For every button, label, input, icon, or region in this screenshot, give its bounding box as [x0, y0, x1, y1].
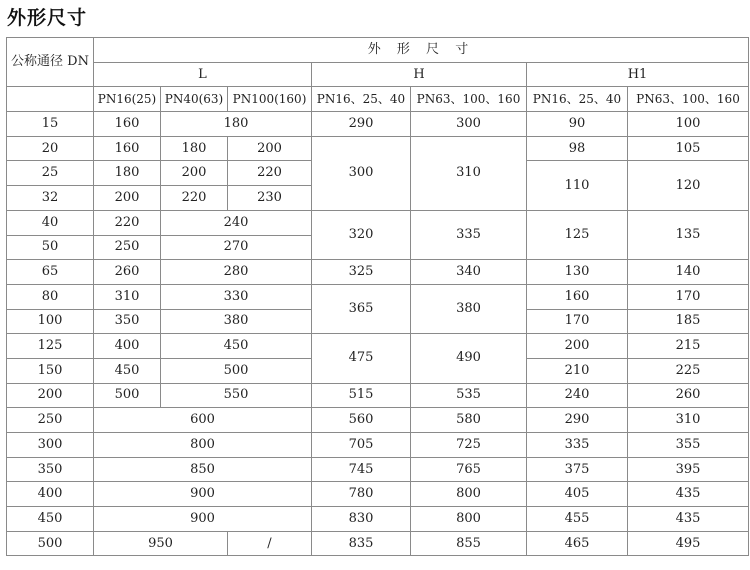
h1-pn63-cell: 135	[628, 210, 749, 259]
h1-pn63-cell: 140	[628, 260, 749, 285]
h-pn16-cell: 475	[312, 334, 411, 383]
h1-pn63-cell: 435	[628, 482, 749, 507]
h1-pn16-cell: 98	[527, 136, 628, 161]
h1-pn16-cell: 90	[527, 112, 628, 137]
h-pn16-header: PN16、25、40	[312, 87, 411, 112]
l-pn16-cell: 200	[94, 186, 161, 211]
h-pn63-cell: 765	[411, 457, 527, 482]
h1-pn16-cell: 290	[527, 408, 628, 433]
l-pn16-cell: 160	[94, 112, 161, 137]
h1-pn16-cell: 465	[527, 531, 628, 556]
dn-cell: 125	[7, 334, 94, 359]
h-pn16-cell: 705	[312, 433, 411, 458]
l-pn40-100-cell: 270	[161, 235, 312, 260]
l-pn16-cell: 250	[94, 235, 161, 260]
dn-cell: 400	[7, 482, 94, 507]
h-pn63-cell: 725	[411, 433, 527, 458]
table-row	[7, 284, 749, 309]
table-row	[7, 482, 749, 507]
table-row	[7, 136, 749, 161]
h1-pn63-cell: 310	[628, 408, 749, 433]
h1-pn63-cell: 395	[628, 457, 749, 482]
h-pn63-cell: 300	[411, 112, 527, 137]
h-pn16-cell: 320	[312, 210, 411, 259]
dimensions-table	[6, 37, 749, 556]
l-pn40-100-cell: 380	[161, 309, 312, 334]
h-pn63-cell: 800	[411, 507, 527, 532]
h1-pn63-cell: 105	[628, 136, 749, 161]
dn-cell: 250	[7, 408, 94, 433]
h1-header: H1	[527, 62, 749, 87]
dn-cell: 15	[7, 112, 94, 137]
l-pn40-100-cell: 450	[161, 334, 312, 359]
h-pn16-cell: 835	[312, 531, 411, 556]
h-pn63-cell: 340	[411, 260, 527, 285]
h1-pn16-cell: 405	[527, 482, 628, 507]
h-pn63-header: PN63、100、160	[411, 87, 527, 112]
h-pn63-cell: 535	[411, 383, 527, 408]
h1-pn63-cell: 435	[628, 507, 749, 532]
dn-cell: 200	[7, 383, 94, 408]
header-row-group	[7, 38, 749, 63]
l-pn100-cell: 230	[228, 186, 312, 211]
l-pn40-header: PN40(63)	[161, 87, 228, 112]
h1-pn16-cell: 455	[527, 507, 628, 532]
l-pn40-100-cell: 180	[161, 112, 312, 137]
l-pn40-cell: 180	[161, 136, 228, 161]
h1-pn63-cell: 495	[628, 531, 749, 556]
table-row	[7, 507, 749, 532]
l-pn16-cell: 260	[94, 260, 161, 285]
dn-cell: 65	[7, 260, 94, 285]
l-pn40-100-cell: 500	[161, 358, 312, 383]
l-pn40-100-cell: 550	[161, 383, 312, 408]
h1-pn16-cell: 240	[527, 383, 628, 408]
table-row	[7, 408, 749, 433]
l-pn100-cell: 220	[228, 161, 312, 186]
l-pn16-cell: 500	[94, 383, 161, 408]
h-pn16-cell: 365	[312, 284, 411, 333]
h1-pn16-cell: 170	[527, 309, 628, 334]
l-all-cell: 900	[94, 507, 312, 532]
table-row	[7, 433, 749, 458]
table-row	[7, 260, 749, 285]
l-pn16-40-cell: 950	[94, 531, 228, 556]
h-pn16-cell: 745	[312, 457, 411, 482]
h1-pn63-cell: 355	[628, 433, 749, 458]
table-row	[7, 531, 749, 556]
header-row-pressure	[7, 87, 749, 112]
h-pn63-cell: 310	[411, 136, 527, 210]
h1-pn16-cell: 210	[527, 358, 628, 383]
l-pn16-cell: 180	[94, 161, 161, 186]
l-pn16-cell: 400	[94, 334, 161, 359]
dn-cell: 300	[7, 433, 94, 458]
page-title: 外形尺寸	[7, 7, 88, 29]
l-all-cell: 850	[94, 457, 312, 482]
table-row	[7, 112, 749, 137]
dn-cell: 100	[7, 309, 94, 334]
dn-cell: 450	[7, 507, 94, 532]
dn-cell: 20	[7, 136, 94, 161]
h-pn63-cell: 335	[411, 210, 527, 259]
h-pn63-cell: 380	[411, 284, 527, 333]
h1-pn16-cell: 130	[527, 260, 628, 285]
table-row	[7, 334, 749, 359]
dn-cell: 40	[7, 210, 94, 235]
l-pn40-100-cell: 330	[161, 284, 312, 309]
l-pn100-header: PN100(160)	[228, 87, 312, 112]
l-pn40-cell: 220	[161, 186, 228, 211]
dn-cell: 350	[7, 457, 94, 482]
h-pn16-cell: 780	[312, 482, 411, 507]
table-row	[7, 383, 749, 408]
l-all-cell: 800	[94, 433, 312, 458]
h-pn16-cell: 515	[312, 383, 411, 408]
l-pn100-cell: /	[228, 531, 312, 556]
h-pn63-cell: 800	[411, 482, 527, 507]
h-pn16-cell: 830	[312, 507, 411, 532]
l-pn40-100-cell: 280	[161, 260, 312, 285]
l-pn16-cell: 220	[94, 210, 161, 235]
h1-pn16-cell: 375	[527, 457, 628, 482]
h1-pn16-header: PN16、25、40	[527, 87, 628, 112]
l-pn16-header: PN16(25)	[94, 87, 161, 112]
l-pn16-cell: 310	[94, 284, 161, 309]
h1-pn63-cell: 185	[628, 309, 749, 334]
h1-pn63-cell: 170	[628, 284, 749, 309]
dn-cell: 150	[7, 358, 94, 383]
h-pn16-cell: 560	[312, 408, 411, 433]
h1-pn16-cell: 125	[527, 210, 628, 259]
dn-cell: 50	[7, 235, 94, 260]
h-pn16-cell: 290	[312, 112, 411, 137]
table-row	[7, 210, 749, 235]
h1-pn16-cell: 335	[527, 433, 628, 458]
h1-pn63-cell: 225	[628, 358, 749, 383]
dn-header: 公称通径 DN	[7, 38, 94, 87]
h1-pn16-cell: 200	[527, 334, 628, 359]
l-pn16-cell: 450	[94, 358, 161, 383]
h1-pn16-cell: 110	[527, 161, 628, 210]
h1-pn16-cell: 160	[527, 284, 628, 309]
h1-pn63-header: PN63、100、160	[628, 87, 749, 112]
l-pn40-100-cell: 240	[161, 210, 312, 235]
dn-cell: 32	[7, 186, 94, 211]
dn-cell: 500	[7, 531, 94, 556]
h1-pn63-cell: 260	[628, 383, 749, 408]
h-pn16-cell: 325	[312, 260, 411, 285]
h-pn63-cell: 855	[411, 531, 527, 556]
h1-pn63-cell: 120	[628, 161, 749, 210]
l-pn40-cell: 200	[161, 161, 228, 186]
l-all-cell: 600	[94, 408, 312, 433]
header-row-columns	[7, 62, 749, 87]
table-row	[7, 457, 749, 482]
dn-cell: 80	[7, 284, 94, 309]
h-header: H	[312, 62, 527, 87]
h1-pn63-cell: 215	[628, 334, 749, 359]
dn-header-spacer	[7, 87, 94, 112]
l-all-cell: 900	[94, 482, 312, 507]
l-pn16-cell: 160	[94, 136, 161, 161]
l-header: L	[94, 62, 312, 87]
h-pn63-cell: 490	[411, 334, 527, 383]
dn-cell: 25	[7, 161, 94, 186]
dimensions-group-header: 外 形 尺 寸	[94, 38, 749, 63]
h-pn16-cell: 300	[312, 136, 411, 210]
h-pn63-cell: 580	[411, 408, 527, 433]
h1-pn63-cell: 100	[628, 112, 749, 137]
l-pn100-cell: 200	[228, 136, 312, 161]
l-pn16-cell: 350	[94, 309, 161, 334]
